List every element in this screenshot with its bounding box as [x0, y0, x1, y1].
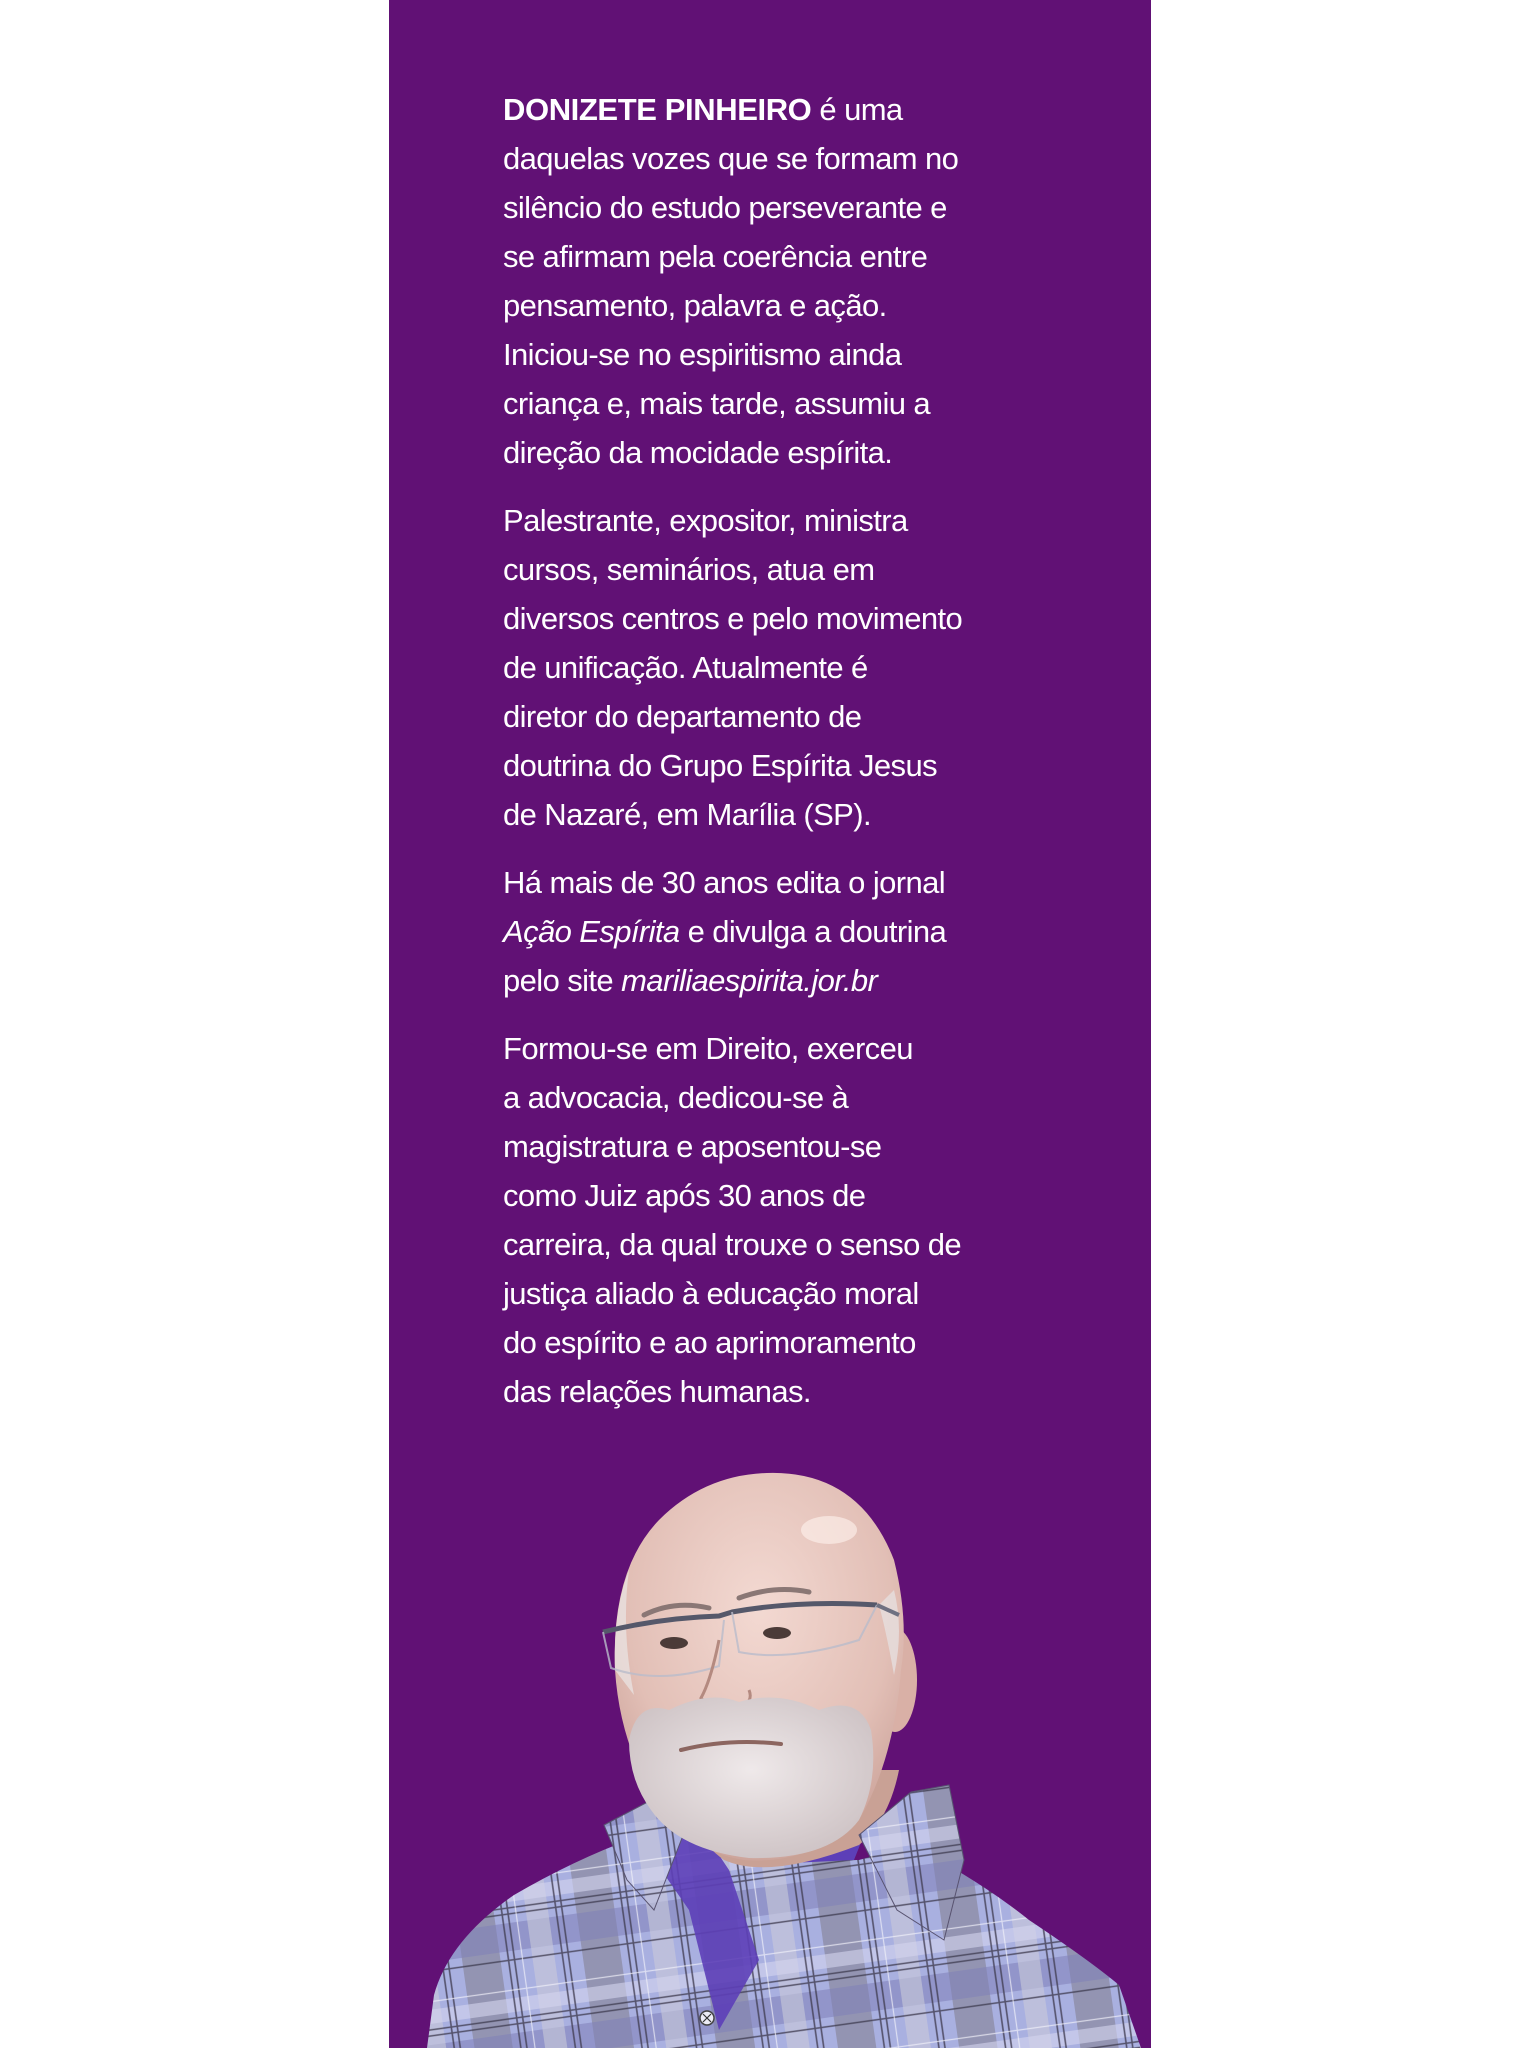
- website-link[interactable]: mariliaespirita.jor.br: [621, 963, 878, 998]
- right-eye: [763, 1627, 791, 1639]
- left-eye: [660, 1637, 688, 1649]
- author-bio: [503, 85, 1143, 1435]
- bio-paragraph-2: Palestrante, expositor, ministra cursos, seminários, atua em diversos centros e pelo movimento de unificação. Atualmente é diretor do departamento de doutrina do Grupo Espírita Jesus de Nazaré, em Marília (SP).: [503, 503, 963, 832]
- author-name: DONIZETE PINHEIRO: [503, 92, 812, 127]
- bio-paragraph-1: DONIZETE PINHEIRO é uma daquelas vozes que se formam no silêncio do estudo perseverante e se afirmam pela coerência entre pensamento, palavra e ação. Iniciou-se no espiritismo ainda criança e, mais tarde, assumiu a direção da mocidade espírita.: [503, 92, 959, 470]
- bio-paragraph-3: Há mais de 30 anos edita o jornal Ação Espírita e divulga a doutrina pelo site mariliaespirita.jor.br: [503, 865, 947, 998]
- bio-paragraph-4: Formou-se em Direito, exerceu a advocacia, dedicou-se à magistratura e aposentou-se como Juiz após 30 anos de carreira, da qual trouxe o senso de justiça aliado à educação moral do espírito e ao aprimoramento das relações humanas.: [503, 1031, 962, 1409]
- author-portrait: [389, 1440, 1151, 2048]
- newspaper-title: Ação Espírita: [503, 914, 680, 949]
- author-bio-panel: [389, 0, 1151, 2048]
